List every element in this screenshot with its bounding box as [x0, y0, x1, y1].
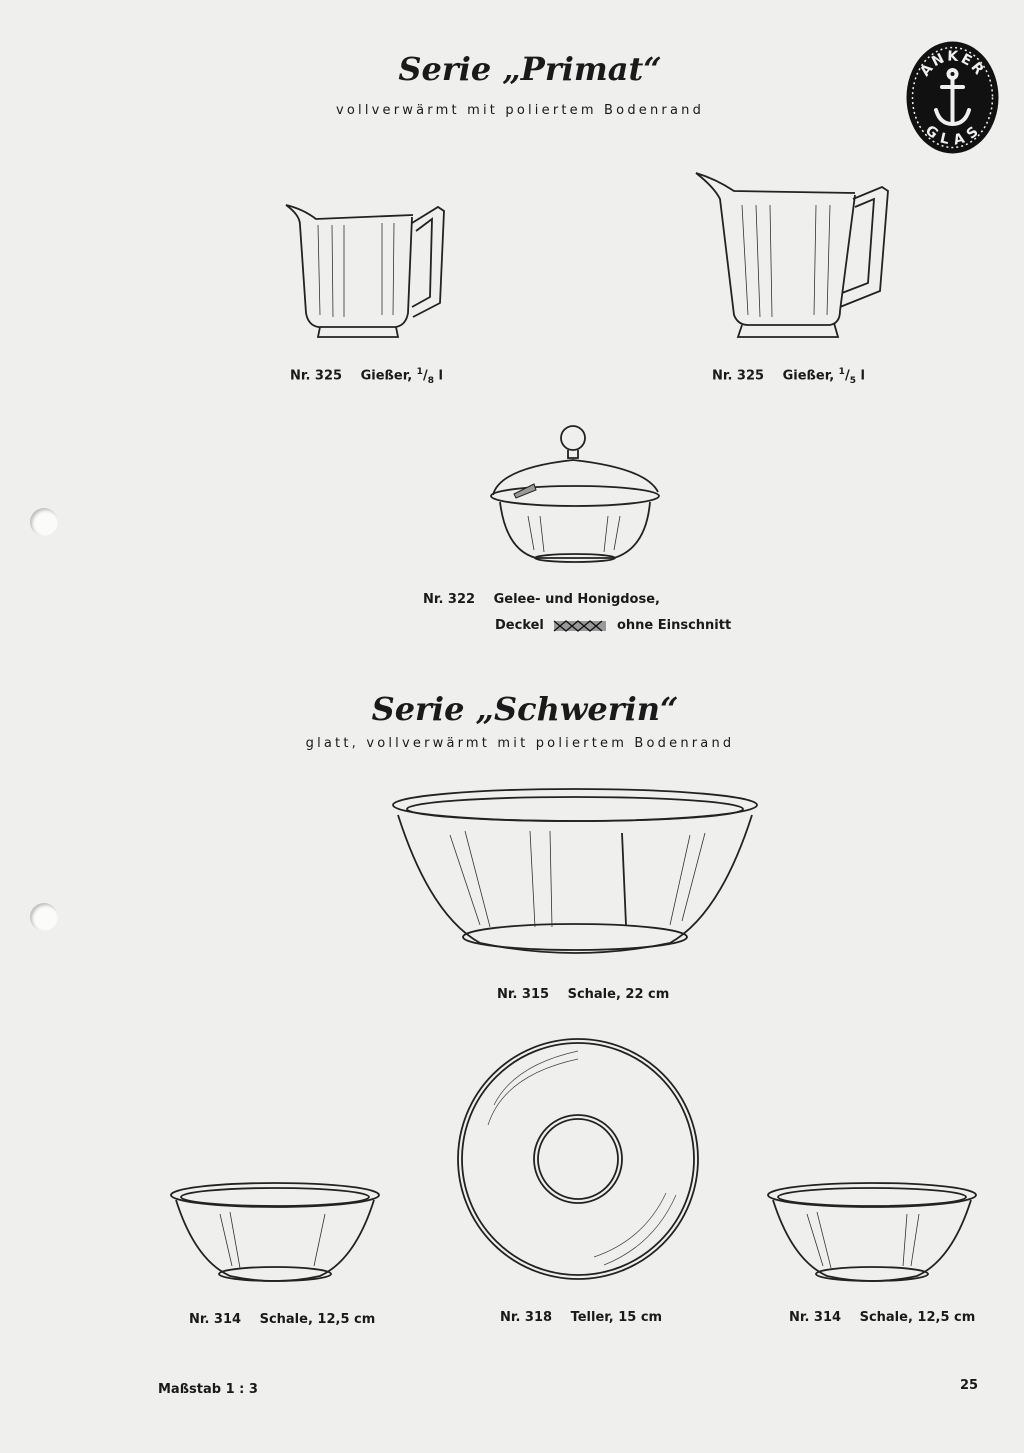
item-number: Nr. 325 [290, 368, 343, 384]
serie-schwerin-title: Serie „Schwerin“ [371, 690, 679, 728]
item-name: Schale, 12,5 cm [259, 1312, 376, 1327]
pitcher-large-drawing [690, 165, 900, 345]
item-name: Schale, 22 cm [567, 987, 670, 1002]
item-name: Teller, 15 cm [570, 1310, 663, 1325]
item-number: Nr. 314 [189, 1312, 242, 1327]
size-denominator: 8 [427, 375, 434, 386]
caption-325-large: Nr. 325 Gießer, $^1/_5$ l [712, 367, 865, 386]
punch-hole-top [30, 508, 58, 536]
item-number: Nr. 314 [789, 1310, 842, 1325]
lid-label: Deckel [495, 618, 544, 633]
caption-322 [423, 592, 660, 607]
caption-314-right [789, 1310, 975, 1325]
caption-322-line2 [495, 618, 731, 633]
serie-primat-subtitle: vollverwärmt mit poliertem Bodenrand [335, 103, 705, 118]
caption-314-left [189, 1312, 375, 1327]
serie-primat-title: Serie „Primat“ [398, 50, 662, 88]
item-number: Nr. 315 [497, 987, 550, 1002]
item-number: Nr. 322 [423, 592, 476, 607]
caption-318 [500, 1310, 662, 1325]
serie-schwerin-subtitle: glatt, vollverwärmt mit poliertem Bodenrand [305, 736, 735, 751]
logo-text-top: ANKER [917, 48, 988, 80]
bowl-small-right-drawing [767, 1180, 979, 1290]
bowl-large-drawing [390, 785, 760, 965]
anchor-icon [905, 40, 1000, 155]
pitcher-small-drawing [278, 195, 448, 345]
honey-dish-drawing [488, 420, 663, 570]
item-name: Gießer, [782, 368, 835, 384]
page-number: 25 [960, 1378, 979, 1393]
anker-glas-logo [905, 40, 1000, 155]
item-number: Nr. 318 [500, 1310, 553, 1325]
size-unit: l [438, 368, 443, 384]
caption-325-small: Nr. 325 Gießer, $^1/_8$ l [290, 367, 443, 386]
scale-note: Maßstab 1 : 3 [158, 1382, 258, 1397]
lid-description: ohne Einschnitt [616, 618, 732, 633]
crossed-out-text [552, 619, 608, 633]
size-numerator: 1 [416, 367, 423, 377]
caption-315 [497, 987, 669, 1002]
size-numerator: 1 [838, 367, 845, 377]
size-denominator: 5 [849, 375, 856, 386]
size-unit: l [860, 368, 865, 384]
item-name: Schale, 12,5 cm [859, 1310, 976, 1325]
logo-text-bottom: GLAS [921, 122, 984, 149]
plate-drawing [454, 1035, 704, 1285]
item-number: Nr. 325 [712, 368, 765, 384]
item-description: Gelee- und Honigdose, [493, 592, 660, 607]
item-name: Gießer, [360, 368, 413, 384]
punch-hole-bottom [30, 903, 58, 931]
bowl-small-left-drawing [170, 1180, 382, 1290]
